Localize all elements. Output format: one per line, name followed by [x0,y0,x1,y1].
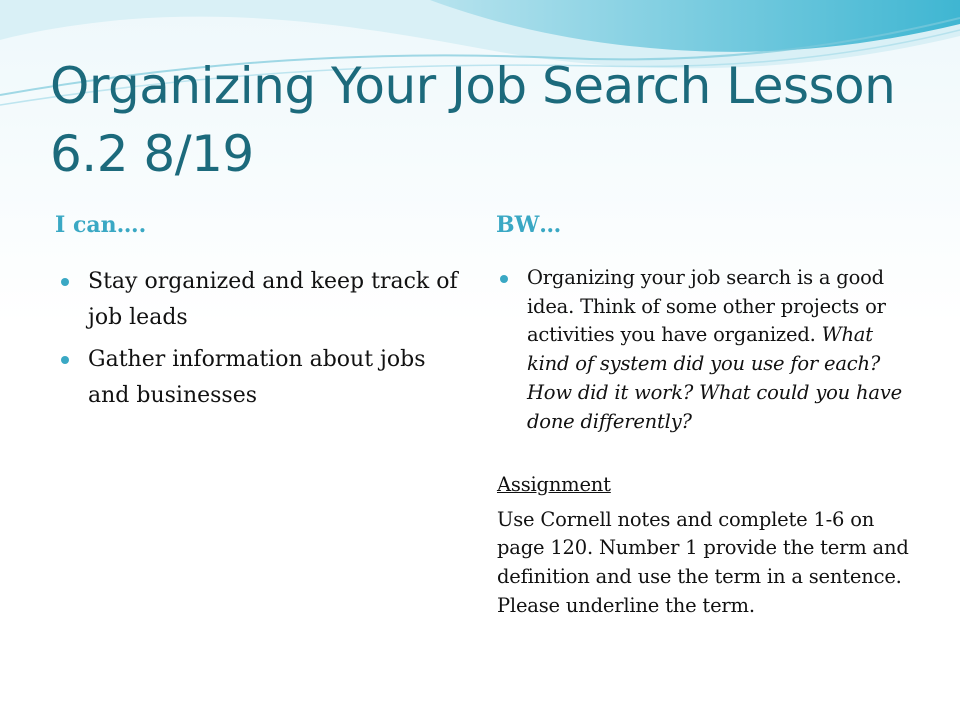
list-item-text: Stay organized and keep track of job leads [88,269,458,330]
bell-work-list [527,264,912,436]
list-item-text: Gather information about jobs and businesses [88,347,426,408]
bullet-dot-icon [500,275,508,283]
bw-text: Organizing your job search is a good idea. Think of some other projects or activities you have organized. [527,266,886,347]
list-item [527,264,912,436]
bullet-dot-icon [61,278,69,286]
bullet-dot-icon [61,356,69,364]
assignment-title: Assignment [497,473,611,496]
left-column-heading: I can…. [55,212,147,238]
list-item [88,264,468,336]
i-can-list [88,264,468,420]
assignment-block [497,471,917,621]
bw-question-text: What kind of system did you use for each? How did it work? What could you have done differently? [527,323,902,433]
right-column-heading: BW… [496,212,562,238]
assignment-text: Use Cornell notes and complete 1-6 on page 120. Number 1 provide the term and definition and use the term in a sentence. Please underline the term. [497,507,909,617]
list-item [88,342,468,414]
slide-title: Organizing Your Job Search Lesson 6.2 8/19 [50,57,896,183]
